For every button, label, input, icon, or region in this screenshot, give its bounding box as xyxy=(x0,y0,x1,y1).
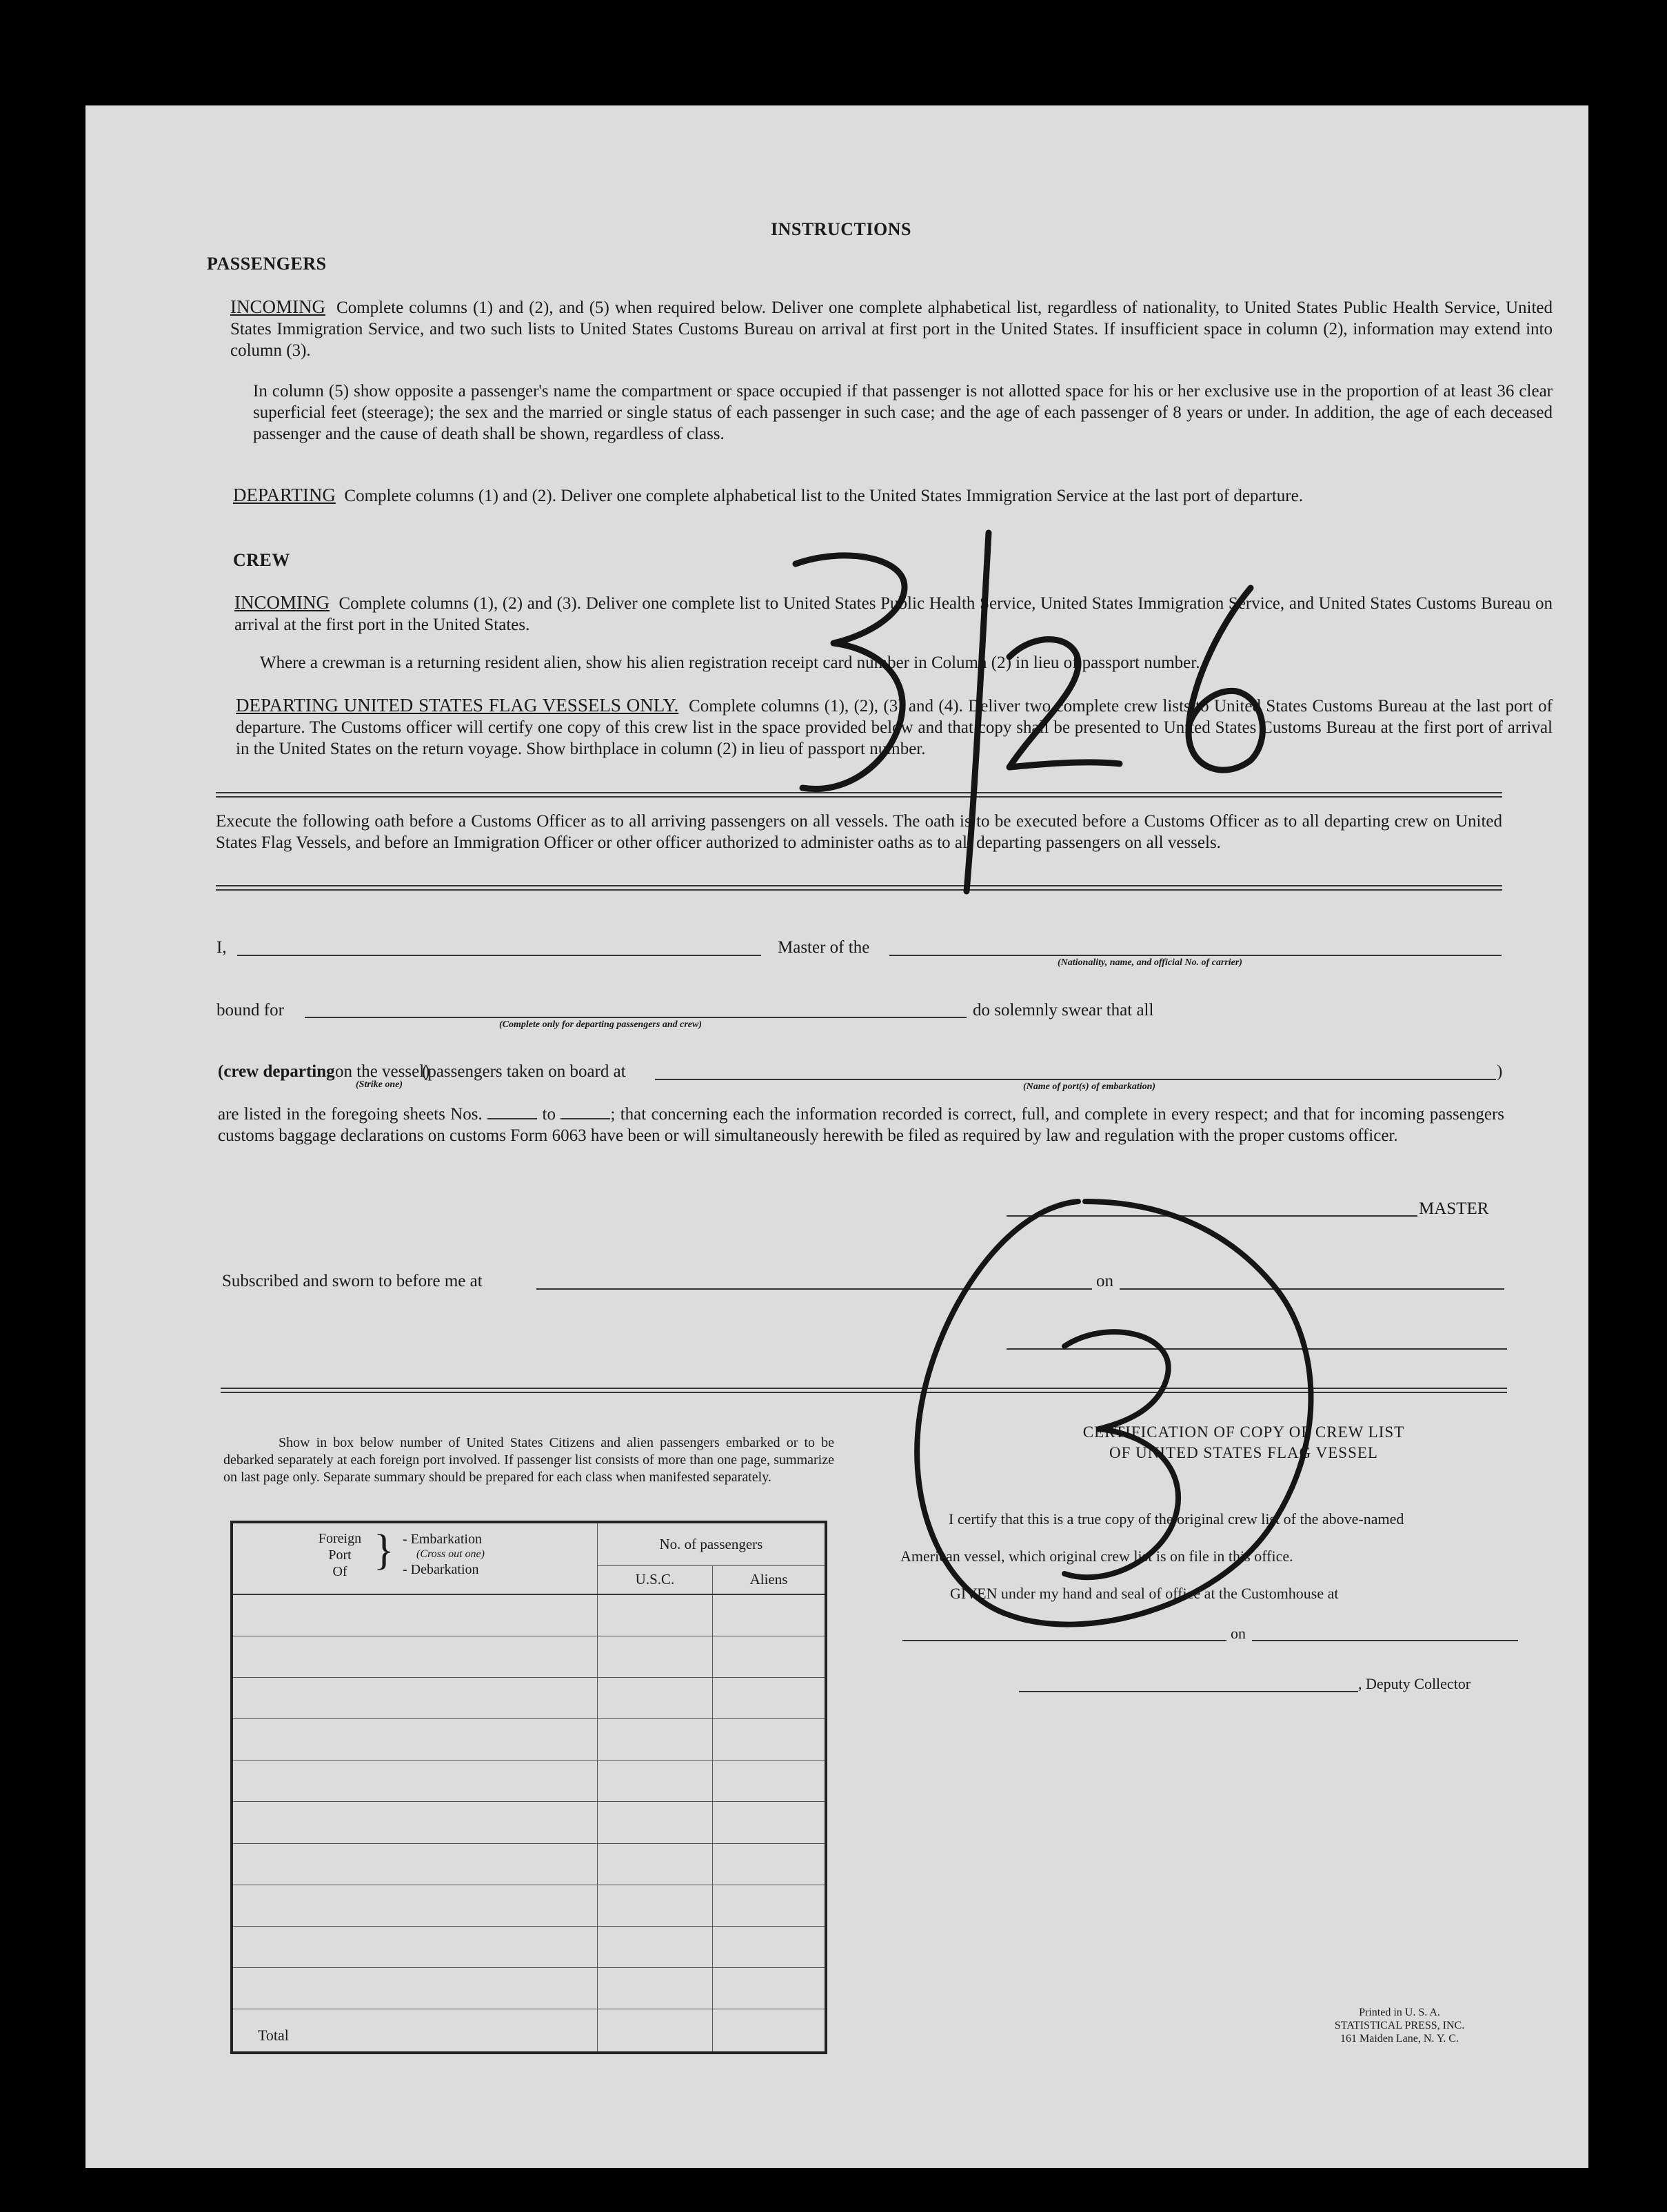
passengers-taken-text: (passengers taken on board at xyxy=(422,1062,626,1081)
table-row xyxy=(232,1843,826,1885)
ports-summary-table xyxy=(230,1521,827,2054)
subscribed-label: Subscribed and sworn to before me at xyxy=(222,1272,483,1290)
table-row xyxy=(232,1761,826,1802)
usc-header: U.S.C. xyxy=(597,1565,712,1594)
port-header-line3: Of xyxy=(332,1564,347,1579)
usc-cell[interactable] xyxy=(597,1802,712,1843)
carrier-hint: (Nationality, name, and official No. of carrier) xyxy=(1058,957,1242,968)
passengers-column5-text: In column (5) show opposite a passenger's name the compartment or space occupied if that passenger is not allotted space for his or her exclusive use in the proportion of at least 36 clear superficial feet (steerage); the sex and the married or single status of each passenger in such case; and the age of each passenger of 8 years or under. In addition, the age of each deceased passenger and the cause of death shall be shown, regardless of class. xyxy=(253,382,1553,443)
debarkation-option: - Debarkation xyxy=(403,1562,479,1577)
passengers-departing-text: Complete columns (1) and (2). Deliver one complete alphabetical list to the United States Immigration Service at the last port of departure. xyxy=(344,487,1303,505)
close-paren: ) xyxy=(1497,1062,1503,1081)
port-cell[interactable] xyxy=(232,1885,597,1926)
to-label: to xyxy=(542,1105,556,1124)
aliens-cell[interactable] xyxy=(713,1802,826,1843)
crew-departing-paragraph xyxy=(236,695,1553,760)
table-row xyxy=(232,1885,826,1926)
passengers-departing-label: DEPARTING xyxy=(233,485,336,505)
embarkation-ports-field[interactable] xyxy=(655,1079,1496,1080)
usc-cell[interactable] xyxy=(597,1843,712,1885)
table-row xyxy=(232,1968,826,2009)
usc-cell[interactable] xyxy=(597,1636,712,1677)
summary-note: Show in box below number of United States Citizens and alien passengers embarked or to be debarked separately at each foreign port involved. If passenger list consists of more than one page, summarize on last page only. Separate summary should be prepared for each class when manifested separately. xyxy=(223,1435,834,1485)
certify-text-2: American vessel, which original crew list is on file in this office. xyxy=(900,1548,1293,1565)
master-label: MASTER xyxy=(1419,1199,1489,1218)
crew-departing-option: (crew departing xyxy=(218,1062,335,1081)
aliens-cell[interactable] xyxy=(713,1843,826,1885)
total-usc-cell[interactable] xyxy=(597,2009,712,2053)
given-text: GIVEN under my hand and seal of office at the Customhouse at xyxy=(950,1585,1339,1602)
aliens-header: Aliens xyxy=(713,1565,826,1594)
crew-heading: CREW xyxy=(233,550,290,570)
oath-i-label: I, xyxy=(216,938,227,957)
certification-title-line2: OF UNITED STATES FLAG VESSEL xyxy=(1109,1444,1378,1461)
total-aliens-cell[interactable] xyxy=(713,2009,826,2053)
aliens-cell[interactable] xyxy=(713,1636,826,1677)
listed-text-2: ; that concerning each the information recorded is correct, full, and complete in every respect; and that for incoming passengers customs baggage declarations on customs Form 6063 have been or will simultaneously herewith be filed as required by law and regulation with the proper customs officer. xyxy=(218,1105,1505,1145)
port-cell[interactable] xyxy=(232,1636,597,1677)
deputy-collector-label: , Deputy Collector xyxy=(1358,1675,1471,1692)
table-row xyxy=(232,1802,826,1843)
table-row xyxy=(232,1719,826,1761)
total-label: Total xyxy=(232,2009,597,2053)
swear-text: do solemnly swear that all xyxy=(973,1001,1154,1019)
certify-text-1: I certify that this is a true copy of the original crew list of the above-named xyxy=(949,1510,1404,1528)
lower-divider xyxy=(221,1388,1507,1393)
sworn-date-field[interactable] xyxy=(1120,1288,1504,1290)
master-signature-field[interactable] xyxy=(1007,1215,1417,1217)
port-cell[interactable] xyxy=(232,1719,597,1761)
strike-one-hint: (Strike one) xyxy=(356,1079,403,1090)
cross-out-hint: (Cross out one) xyxy=(416,1548,485,1560)
total-row xyxy=(232,2009,826,2053)
on-vessel-text: on the vessel) xyxy=(335,1062,430,1081)
table-row xyxy=(232,1677,826,1718)
port-header-line2: Port xyxy=(328,1548,352,1563)
usc-cell[interactable] xyxy=(597,1885,712,1926)
oath-divider xyxy=(216,885,1502,891)
aliens-cell[interactable] xyxy=(713,1885,826,1926)
port-cell[interactable] xyxy=(232,1677,597,1718)
instructions-title: INSTRUCTIONS xyxy=(771,219,911,239)
crew-incoming-text: Complete columns (1), (2) and (3). Deliver one complete list to United States Public Health Service, United States Immigration Service, and United States Customs Bureau on arrival at the first port in the United States. xyxy=(234,594,1553,634)
crew-resident-text: Where a crewman is a returning resident alien, show his alien registration receipt card number in Column (2) in lieu of passport number. xyxy=(260,653,1200,672)
officer-signature-field[interactable] xyxy=(1007,1348,1507,1350)
aliens-cell[interactable] xyxy=(713,1594,826,1636)
aliens-cell[interactable] xyxy=(713,1926,826,1967)
form-page xyxy=(85,105,1588,2168)
master-name-field[interactable] xyxy=(237,955,761,956)
printer-imprint xyxy=(1296,2006,1503,2045)
listed-text-1: are listed in the foregoing sheets Nos. xyxy=(218,1105,483,1124)
table-row xyxy=(232,1636,826,1677)
ports-hint: (Name of port(s) of embarkation) xyxy=(1023,1082,1156,1092)
passengers-incoming-label: INCOMING xyxy=(230,296,325,317)
customhouse-place-field[interactable] xyxy=(902,1640,1226,1641)
sheet-to-field[interactable] xyxy=(560,1118,610,1119)
cert-on-label: on xyxy=(1231,1625,1246,1642)
deputy-signature-field[interactable] xyxy=(1019,1691,1358,1692)
listed-paragraph xyxy=(218,1104,1504,1146)
section-divider xyxy=(216,792,1502,798)
aliens-cell[interactable] xyxy=(713,1677,826,1718)
table-row xyxy=(232,1926,826,1967)
crew-departing-label: DEPARTING UNITED STATES FLAG VESSELS ONLY. xyxy=(236,695,679,716)
sworn-place-field[interactable] xyxy=(536,1288,1092,1290)
aliens-cell[interactable] xyxy=(713,1719,826,1761)
port-cell[interactable] xyxy=(232,1802,597,1843)
crew-departing-text: Complete columns (1), (2), (3) and (4). Deliver two complete crew lists to United States Customs Bureau at the last port of departure. The Customs officer will certify one copy of this crew list in the space provided below and that copy shall be presented to United States Customs Bureau at the first port of arrival in the United States on the return voyage. Show birthplace in column (2) in lieu of passport number. xyxy=(236,697,1553,758)
sworn-on-label: on xyxy=(1096,1272,1113,1290)
bound-hint: (Complete only for departing passengers and crew) xyxy=(499,1019,702,1030)
usc-cell[interactable] xyxy=(597,1677,712,1718)
certification-title xyxy=(982,1422,1506,1463)
certification-title-line1: CERTIFICATION OF COPY OF CREW LIST xyxy=(1082,1423,1405,1441)
port-cell[interactable] xyxy=(232,1926,597,1967)
aliens-cell[interactable] xyxy=(713,1968,826,2009)
bound-for-field[interactable] xyxy=(305,1017,967,1018)
port-cell[interactable] xyxy=(232,1594,597,1636)
port-column-header xyxy=(232,1522,597,1594)
bound-for-label: bound for xyxy=(216,1001,284,1019)
port-cell[interactable] xyxy=(232,1843,597,1885)
sheet-from-field[interactable] xyxy=(487,1118,537,1119)
num-passengers-header: No. of passengers xyxy=(597,1522,826,1565)
brace-symbol: } xyxy=(374,1527,394,1574)
usc-cell[interactable] xyxy=(597,1968,712,2009)
passengers-heading: PASSENGERS xyxy=(207,254,327,274)
crew-incoming-label: INCOMING xyxy=(234,592,330,613)
master-of-label: Master of the xyxy=(778,938,870,957)
printer-line1: Printed in U. S. A. xyxy=(1359,2007,1440,2018)
usc-cell[interactable] xyxy=(597,1926,712,1967)
usc-cell[interactable] xyxy=(597,1594,712,1636)
carrier-field[interactable] xyxy=(889,955,1502,956)
port-header-line1: Foreign xyxy=(318,1531,362,1546)
printer-line3: 161 Maiden Lane, N. Y. C. xyxy=(1340,2033,1459,2044)
port-cell[interactable] xyxy=(232,1968,597,2009)
table-row xyxy=(232,1594,826,1636)
crew-incoming-paragraph xyxy=(234,592,1553,636)
usc-cell[interactable] xyxy=(597,1719,712,1761)
cert-date-field[interactable] xyxy=(1252,1640,1518,1641)
embarkation-option: - Embarkation xyxy=(403,1532,482,1547)
port-cell[interactable] xyxy=(232,1761,597,1802)
printer-line2: STATISTICAL PRESS, INC. xyxy=(1334,2020,1465,2031)
passengers-incoming-paragraph xyxy=(230,296,1553,361)
passengers-departing-paragraph xyxy=(233,485,1553,507)
oath-intro: Execute the following oath before a Customs Officer as to all arriving passengers on all vessels. The oath is to be executed before a Customs Officer as to all departing crew on United States Flag Vessels, and before an Immigration Officer or other officer authorized to administer oaths as to all departing passengers on all vessels. xyxy=(216,812,1502,852)
usc-cell[interactable] xyxy=(597,1761,712,1802)
aliens-cell[interactable] xyxy=(713,1761,826,1802)
passengers-incoming-text: Complete columns (1) and (2), and (5) when required below. Deliver one complete alphabetical list, regardless of nationality, to United States Public Health Service, United States Immigration Service, and two such lists to United States Customs Bureau on arrival at first port in the United States. If insufficient space in column (2), information may extend into column (3). xyxy=(230,298,1553,360)
